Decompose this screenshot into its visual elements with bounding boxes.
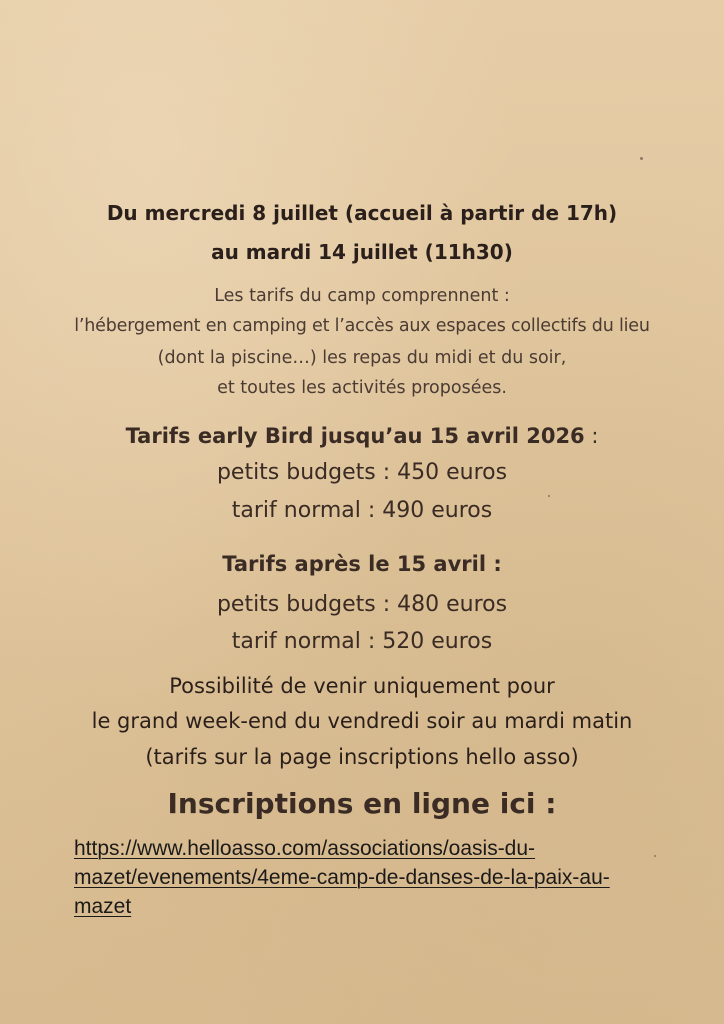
info-line-2: l’hébergement en camping et l’accès aux espaces collectifs du lieu	[74, 316, 650, 336]
registration-link[interactable]	[74, 834, 714, 921]
dates-line-2: au mardi 14 juillet (11h30)	[211, 240, 513, 264]
dates-line-1: Du mercredi 8 juillet (accueil à partir de 17h)	[106, 201, 618, 225]
early-bird-small-budget: petits budgets : 450 euros	[216, 460, 508, 485]
weekend-line-3: (tarifs sur la page inscriptions hello asso)	[145, 745, 579, 769]
paper-speck	[640, 157, 643, 160]
paper-speck	[548, 495, 550, 497]
after-small-budget: petits budgets : 480 euros	[216, 592, 508, 617]
weekend-line-2: le grand week-end du vendredi soir au mardi matin	[91, 709, 633, 733]
info-line-3: (dont la piscine…) les repas du midi et du soir,	[157, 348, 567, 368]
registration-title: Inscriptions en ligne ici :	[167, 787, 557, 820]
early-bird-heading	[0, 424, 724, 448]
after-heading: Tarifs après le 15 avril :	[222, 552, 502, 576]
registration-link-line-2[interactable]: mazet/evenements/4eme-camp-de-danses-de-la-paix-au-	[74, 866, 610, 889]
info-line-4: et toutes les activités proposées.	[217, 378, 507, 398]
early-bird-normal: tarif normal : 490 euros	[231, 498, 493, 523]
after-normal: tarif normal : 520 euros	[231, 629, 493, 654]
early-bird-heading-colon: :	[584, 424, 599, 448]
info-line-1: Les tarifs du camp comprennent :	[214, 286, 510, 306]
weekend-line-1: Possibilité de venir uniquement pour	[169, 674, 555, 698]
registration-link-line-1[interactable]: https://www.helloasso.com/associations/oasis-du-	[74, 837, 536, 860]
registration-link-line-3[interactable]: mazet	[74, 895, 132, 918]
early-bird-heading-text: Tarifs early Bird jusqu’au 15 avril 2026	[125, 424, 585, 448]
